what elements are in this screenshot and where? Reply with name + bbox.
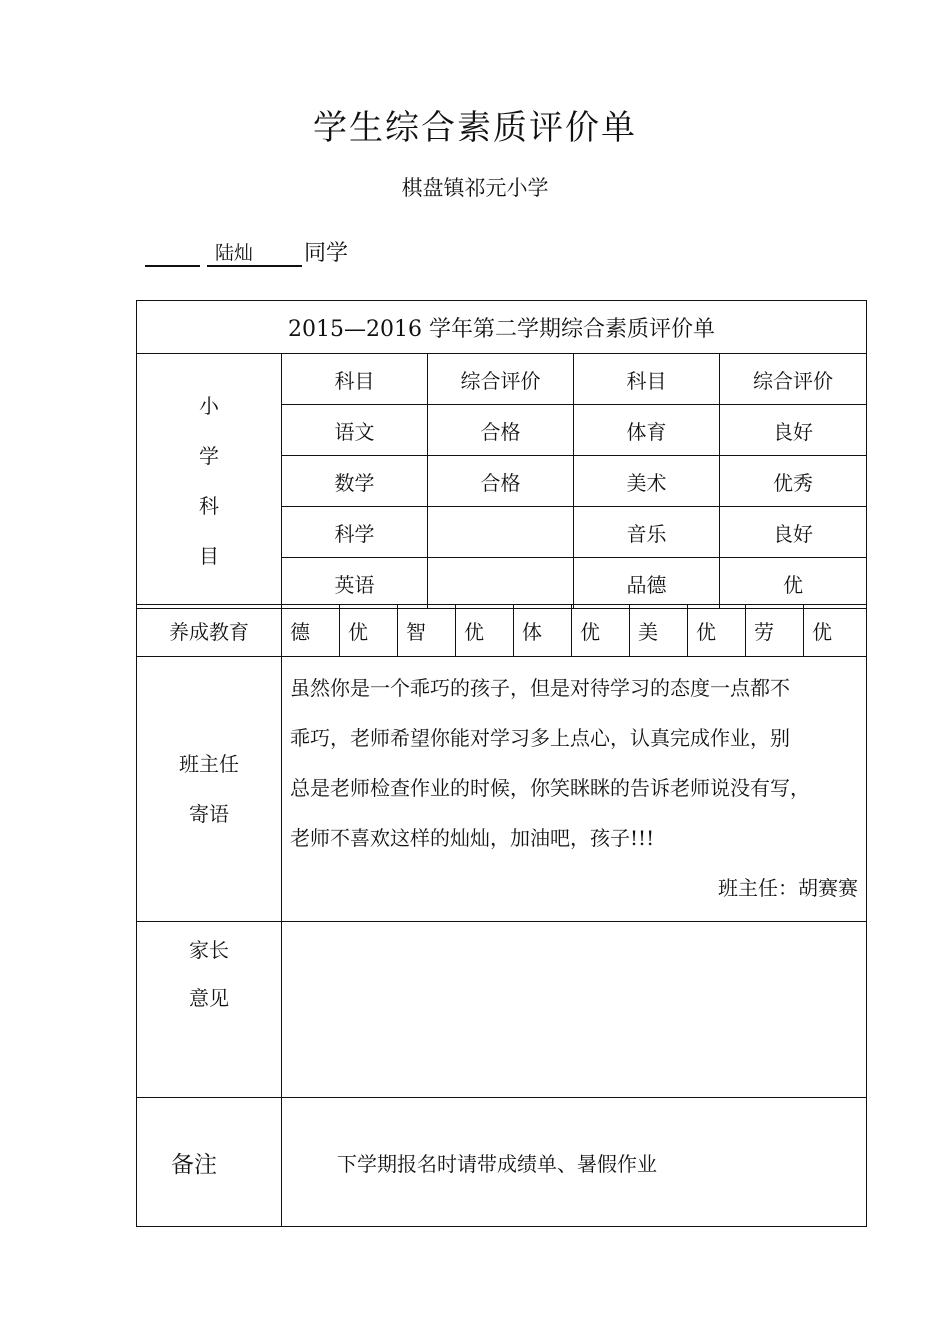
section-label-char: 学 xyxy=(199,444,219,468)
habit-item-grade: 优 xyxy=(804,605,867,657)
parent-label-line: 家长 xyxy=(189,938,229,962)
habit-item-name: 智 xyxy=(398,605,456,657)
teacher-signature: 班主任：胡赛赛 xyxy=(718,876,858,900)
habit-row xyxy=(137,605,867,657)
subject-cell: 美术 xyxy=(574,456,720,507)
habit-item-grade: 优 xyxy=(340,605,398,657)
grade-cell: 良好 xyxy=(720,507,867,558)
teacher-label-line: 寄语 xyxy=(189,802,229,826)
habit-item-name: 美 xyxy=(630,605,688,657)
grade-cell: 优 xyxy=(720,558,867,609)
teacher-comment-label xyxy=(137,657,282,922)
parent-opinion-label xyxy=(137,922,282,1098)
habit-item-grade: 优 xyxy=(572,605,630,657)
col-header-evaluation: 综合评价 xyxy=(428,354,574,405)
section-label-char: 科 xyxy=(199,494,219,518)
parent-opinion-row xyxy=(137,922,867,1098)
grade-cell xyxy=(428,558,574,609)
habit-item-grade: 优 xyxy=(688,605,746,657)
comment-line: 总是老师检查作业的时候，你笑眯眯的告诉老师说没有写， xyxy=(290,776,810,800)
student-suffix: 同学 xyxy=(304,241,349,266)
habit-item-name: 德 xyxy=(282,605,340,657)
comment-line: 虽然你是一个乖巧的孩子，但是对待学习的态度一点都不 xyxy=(290,676,790,700)
habit-item-name: 劳 xyxy=(746,605,804,657)
habit-item-name: 体 xyxy=(514,605,572,657)
page-title: 学生综合素质评价单 xyxy=(313,108,637,148)
grade-cell xyxy=(428,507,574,558)
subject-cell: 音乐 xyxy=(574,507,720,558)
evaluation-table xyxy=(136,300,867,609)
remark-label: 备注 xyxy=(137,1098,282,1227)
remark-text: 下学期报名时请带成绩单、暑假作业 xyxy=(282,1098,867,1227)
subject-cell: 语文 xyxy=(282,405,428,456)
grade-cell: 优秀 xyxy=(720,456,867,507)
comment-line: 老师不喜欢这样的灿灿，加油吧，孩子!!! xyxy=(290,826,655,850)
student-line xyxy=(145,236,348,267)
col-header-evaluation: 综合评价 xyxy=(720,354,867,405)
col-header-subject: 科目 xyxy=(574,354,720,405)
subject-cell: 英语 xyxy=(282,558,428,609)
grade-cell: 良好 xyxy=(720,405,867,456)
teacher-label-line: 班主任 xyxy=(179,752,239,776)
grade-cell: 合格 xyxy=(428,456,574,507)
habit-item-grade: 优 xyxy=(456,605,514,657)
teacher-comment xyxy=(282,657,867,922)
subject-cell: 体育 xyxy=(574,405,720,456)
remark-row xyxy=(137,1098,867,1227)
habit-table xyxy=(136,604,867,1227)
subject-cell: 品德 xyxy=(574,558,720,609)
subject-cell: 数学 xyxy=(282,456,428,507)
school-name: 棋盘镇祁元小学 xyxy=(401,176,549,200)
comment-line: 乖巧，老师希望你能对学习多上点心，认真完成作业，别 xyxy=(290,726,790,750)
student-name: 陆灿 xyxy=(207,238,302,267)
grades-header-row xyxy=(137,354,867,405)
section-label-char: 目 xyxy=(199,544,219,568)
grade-cell: 合格 xyxy=(428,405,574,456)
parent-label-line: 意见 xyxy=(189,986,229,1010)
habit-label: 养成教育 xyxy=(137,605,282,657)
underline-blank xyxy=(145,243,200,267)
subjects-section-label xyxy=(137,354,282,609)
parent-opinion-field[interactable] xyxy=(282,922,867,1098)
teacher-comment-row xyxy=(137,657,867,922)
section-label-char: 小 xyxy=(199,394,219,418)
semester-title: 2015—2016 学年第二学期综合素质评价单 xyxy=(137,301,867,354)
col-header-subject: 科目 xyxy=(282,354,428,405)
subject-cell: 科学 xyxy=(282,507,428,558)
